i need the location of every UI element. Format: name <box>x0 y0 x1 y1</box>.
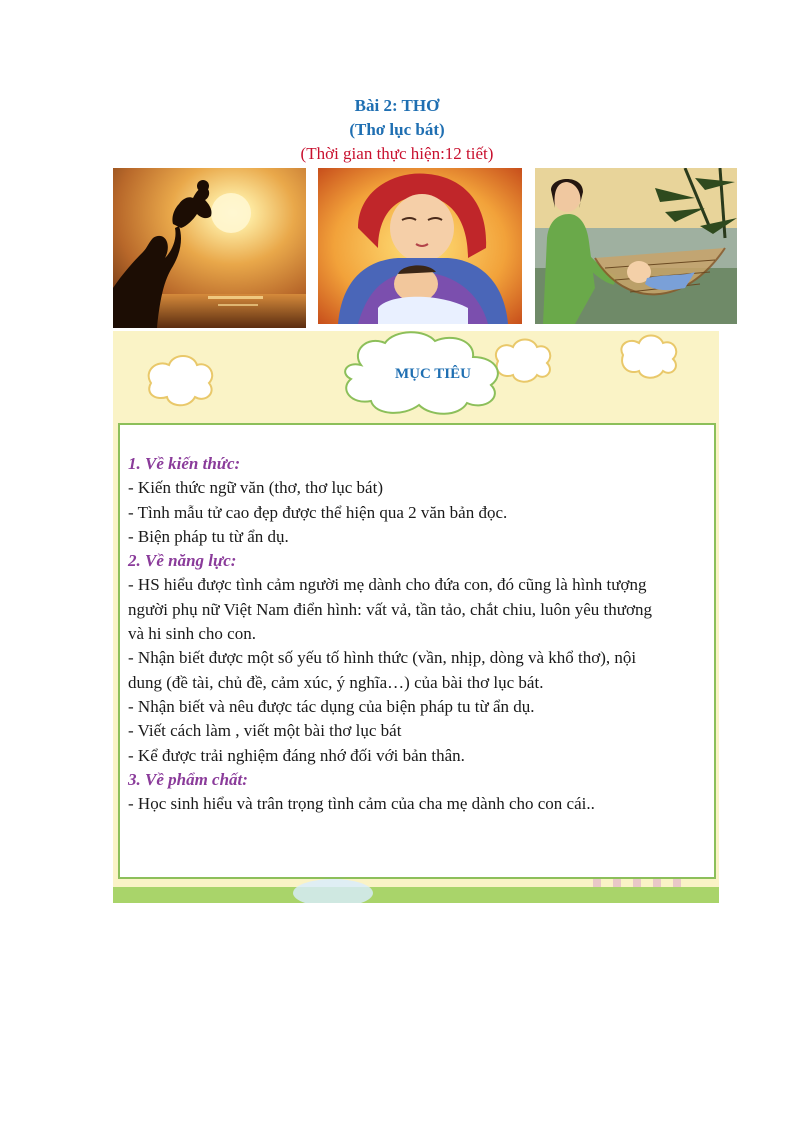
lesson-duration: (Thời gian thực hiện:12 tiết) <box>300 144 494 163</box>
ability-line: và hi sinh cho con. <box>128 624 256 644</box>
ability-heading: 2. Về năng lực: <box>128 551 237 571</box>
ability-line: dung (đề tài, chủ đề, cảm xúc, ý nghĩa…) của bài thơ lục bát. <box>128 672 544 692</box>
objectives-content <box>128 452 718 816</box>
mother-hugging-child-image <box>318 168 522 324</box>
lesson-subtitle: (Thơ lục bát) <box>349 120 445 139</box>
ability-line: - Kể được trải nghiệm đáng nhớ đối với bản thân. <box>128 745 465 765</box>
ability-line: người phụ nữ Việt Nam điển hình: vất vả, tần tảo, chắt chiu, luôn yêu thương <box>128 599 652 619</box>
quality-line: - Học sinh hiểu và trân trọng tình cảm của cha mẹ dành cho con cái.. <box>128 794 595 814</box>
ability-line: - Nhận biết được một số yếu tố hình thức (vần, nhịp, dòng và khổ thơ), nội <box>128 648 637 668</box>
knowledge-line: - Tình mẫu tử cao đẹp được thể hiện qua 2 văn bản đọc. <box>128 502 508 522</box>
ability-line: - Nhận biết và nêu được tác dụng của biện pháp tu từ ẩn dụ. <box>128 696 535 716</box>
lesson-title: Bài 2: THƠ <box>354 96 440 115</box>
knowledge-line: - Kiến thức ngữ văn (thơ, thơ lục bát) <box>128 478 383 498</box>
quality-heading: 3. Về phẩm chất: <box>128 769 248 789</box>
mother-lifting-child-sunset-image <box>113 168 306 328</box>
knowledge-heading: 1. Về kiến thức: <box>128 454 241 473</box>
ability-line: - HS hiểu được tình cảm người mẹ dành cho đứa con, đó cũng là hình tượng <box>128 575 647 595</box>
mother-rocking-hammock-image <box>535 168 737 324</box>
knowledge-line: - Biện pháp tu từ ẩn dụ. <box>128 526 289 546</box>
objectives-label: MỤC TIÊU <box>395 365 471 382</box>
ability-line: - Viết cách làm , viết một bài thơ lục bát <box>128 721 402 741</box>
